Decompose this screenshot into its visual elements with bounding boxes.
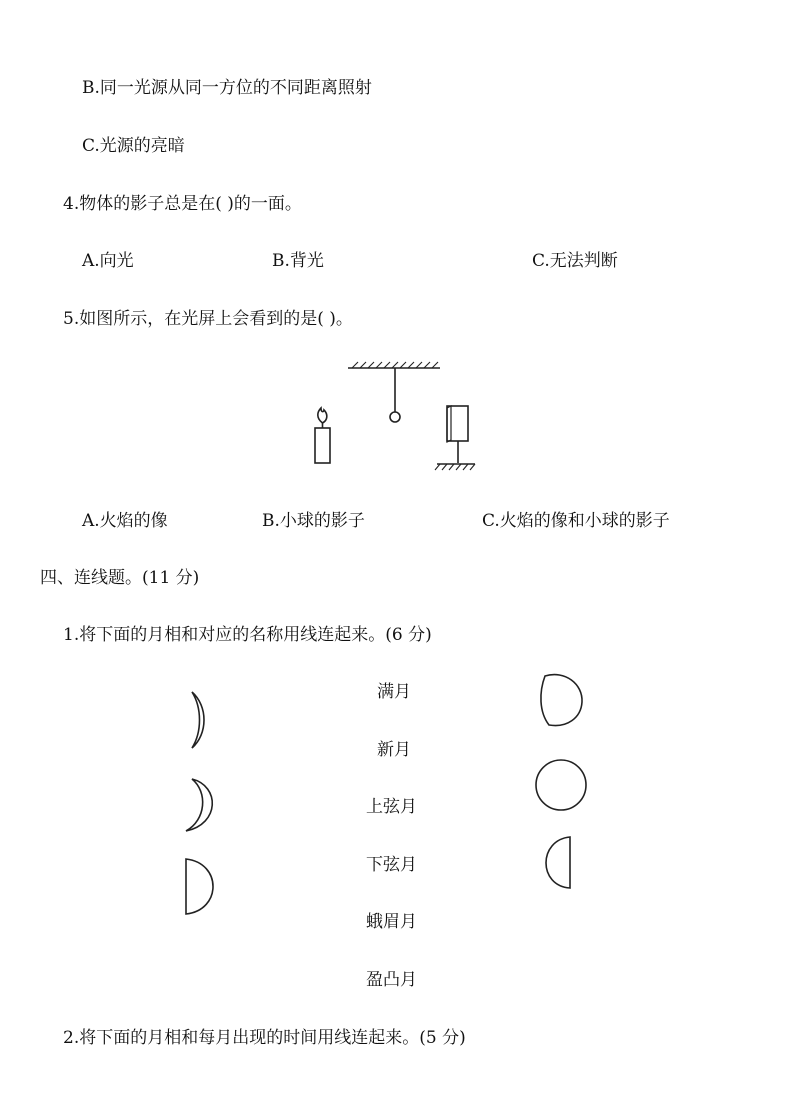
- match2-stem: 2.将下面的月相和每月出现的时间用线连起来。(5 分): [63, 1028, 466, 1048]
- q3-option-c: C.光源的亮暗: [82, 136, 185, 156]
- full-moon-icon: [533, 757, 589, 813]
- candle-icon: [315, 408, 330, 463]
- match1-stem: 1.将下面的月相和对应的名称用线连起来。(6 分): [63, 625, 432, 645]
- moon-name: 下弦月: [366, 855, 417, 875]
- section-title: 四、连线题。(11 分): [40, 568, 200, 588]
- half-moon-icon: [540, 834, 576, 892]
- thin-crescent-moon-icon: [180, 688, 220, 752]
- gibbous-moon-icon: [535, 672, 587, 730]
- q4-stem: 4.物体的影子总是在( )的一面。: [63, 194, 302, 214]
- q5-option-b: B.小球的影子: [262, 511, 365, 531]
- moon-name: 满月: [377, 682, 411, 702]
- q4-option-b: B.背光: [272, 251, 324, 271]
- moon-name: 新月: [377, 740, 411, 760]
- q4-option-c: C.无法判断: [532, 251, 618, 271]
- q5-option-c: C.火焰的像和小球的影子: [482, 511, 670, 531]
- q5-option-a: A.火焰的像: [82, 511, 168, 531]
- q5-stem: 5.如图所示，在光屏上会看到的是( )。: [63, 309, 353, 329]
- q4-option-a: A.向光: [82, 251, 134, 271]
- moon-name: 蛾眉月: [366, 912, 417, 932]
- moon-name: 盈凸月: [366, 970, 417, 990]
- q5-figure: [300, 360, 450, 480]
- hanging-ball-icon: [348, 362, 440, 422]
- q3-option-b: B.同一光源从同一方位的不同距离照射: [82, 78, 372, 98]
- light-screen-icon: [435, 406, 475, 470]
- half-moon-icon: [180, 856, 220, 918]
- moon-name: 上弦月: [366, 797, 417, 817]
- crescent-moon-icon: [180, 776, 220, 836]
